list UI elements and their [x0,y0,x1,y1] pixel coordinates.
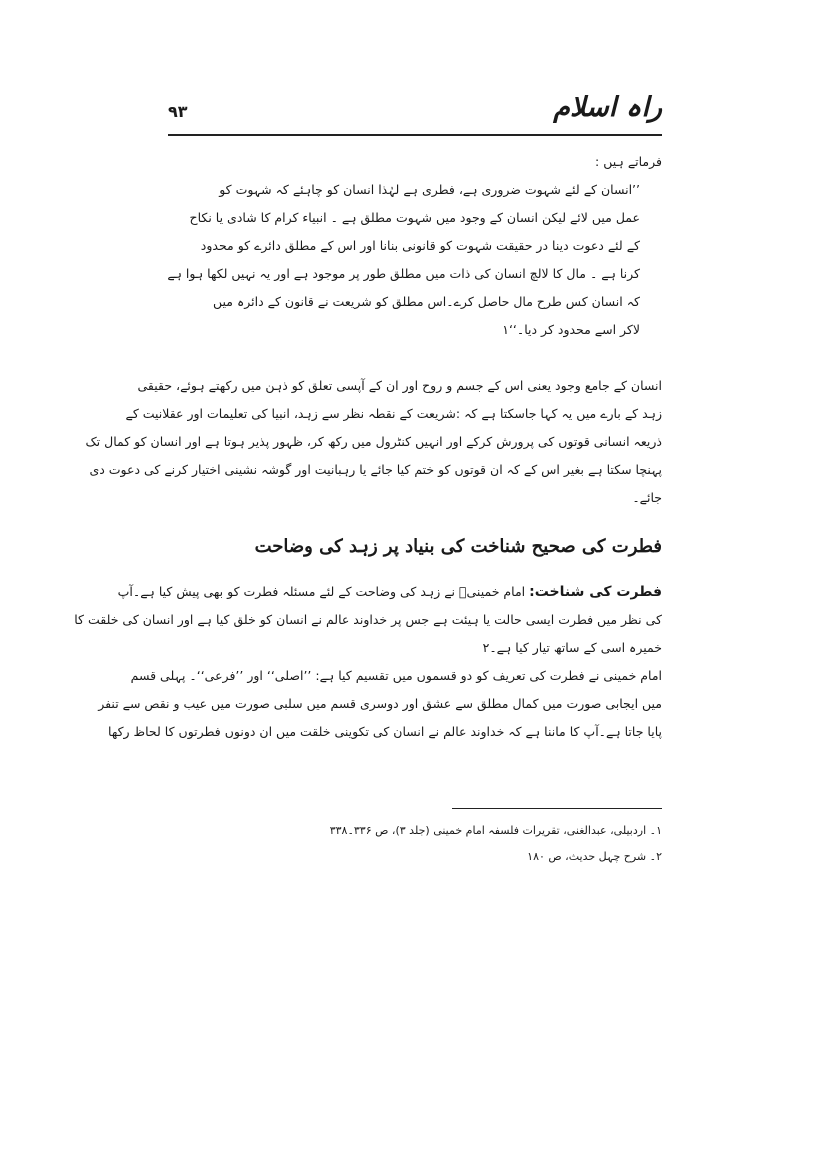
paragraph-line: کی نظر میں فطرت ایسی حالت یا ہیئت ہے جس پر خداوند عالم نے انسان کو خلق کیا ہے اور انسان کی خلقت کا [74,612,662,627]
paragraph-line: زہد کے بارے میں یہ کہا جاسکتا ہے کہ :شریعت کے نقطہ نظر سے زہد، انبیا کی تعلیمات اور عقلانیت کے [125,406,662,421]
paragraph-fitrat-types [98,662,662,746]
paragraph-line: جائے۔ [632,490,662,505]
paragraph-line [117,578,662,606]
paragraph-line: انسان کے جامع وجود یعنی اس کے جسم و روح اور ان کے آپسی تعلق کو ذہن میں رکھتے ہوئے، حقیقی [137,378,662,393]
running-header [168,92,662,132]
footnote: ۱۔ اردبیلی، عبدالغنی، تقریرات فلسفہ امام خمینی (جلد ۳)، ص ۳۳۶۔۳۳۸ [329,824,662,837]
paragraph-text: امام خمینیؒ نے زہد کی وضاحت کے لئے مسئلہ فطرت کو بھی پیش کیا ہے۔آپ [117,584,526,599]
page-number: ۹۳ [168,102,188,121]
header-divider [168,134,662,136]
footnote-divider [452,808,662,809]
paragraph-line: ذریعہ انسانی قوتوں کی پرورش کرکے اور انہیں کنٹرول میں رکھ کر، ظہور پذیر ہوتا ہے اور انسان کو کمال تک [85,434,662,449]
paragraph-line: پہنچا سکتا ہے بغیر اس کے کہ ان قوتوں کو ختم کیا جائے یا رہبانیت اور گوشہ نشینی اختیار کرنے کی دعوت دی [89,462,662,477]
intro-line [168,148,662,176]
paragraph-line: امام خمینی نے فطرت کی تعریف کو دو قسموں میں تقسیم کیا ہے: ’’اصلی‘‘ اور ’’فرعی‘‘۔ پہلی قسم [130,668,662,683]
bold-term: فطرت کی شناخت: [529,584,662,600]
section-heading: فطرت کی صحیح شناخت کی بنیاد پر زہد کی وضاحت [254,536,662,557]
quote-line: کرنا ہے ۔ مال کا لالچ انسان کی ذات میں مطلق طور پر موجود ہے اور یہ نہیں لکھا ہوا ہے [167,266,640,281]
quote-line: ’’انسان کے لئے شہوت ضروری ہے، فطری ہے لہٰذا انسان کو چاہئے کہ شہوت کو [219,182,640,197]
paragraph-fitrat-identification [74,578,662,662]
quote-line: کے لئے دعوت دینا در حقیقت شہوت کو قانونی بنانا اور اس کے مطلق دائرے کو محدود [200,238,640,253]
intro-text: فرماتے ہیں : [595,154,662,169]
quote-line: عمل میں لائے لیکن انسان کے وجود میں شہوت مطلق ہے ۔ انبیاء کرام کا شادی یا نکاح [189,210,640,225]
quote-line: کہ انسان کس طرح مال حاصل کرے۔اس مطلق کو شریعت نے قانون کے دائرہ میں [212,294,640,309]
paragraph-zuhd-definition [85,372,662,512]
paragraph-line: خمیرہ اسی کے ساتھ تیار کیا ہے۔۲ [482,640,662,655]
book-title: راہ اسلام [553,92,662,123]
quote-line: لاکر اسے محدود کر دیا۔‘‘۱ [502,322,640,337]
footnote: ۲۔ شرح چہل حدیث، ص ۱۸۰ [527,850,662,863]
paragraph-line: پایا جاتا ہے۔آپ کا ماننا ہے کہ خداوند عالم نے انسان کی تکوینی خلقت میں ان دونوں فطرتوں کا لحاظ رکھا [108,724,662,739]
paragraph-line: میں ایجابی صورت میں کمال مطلق سے عشق اور دوسری قسم میں سلبی صورت میں عیب و نقص سے تنفر [98,696,662,711]
footnotes [168,818,662,870]
block-quote [167,176,640,344]
